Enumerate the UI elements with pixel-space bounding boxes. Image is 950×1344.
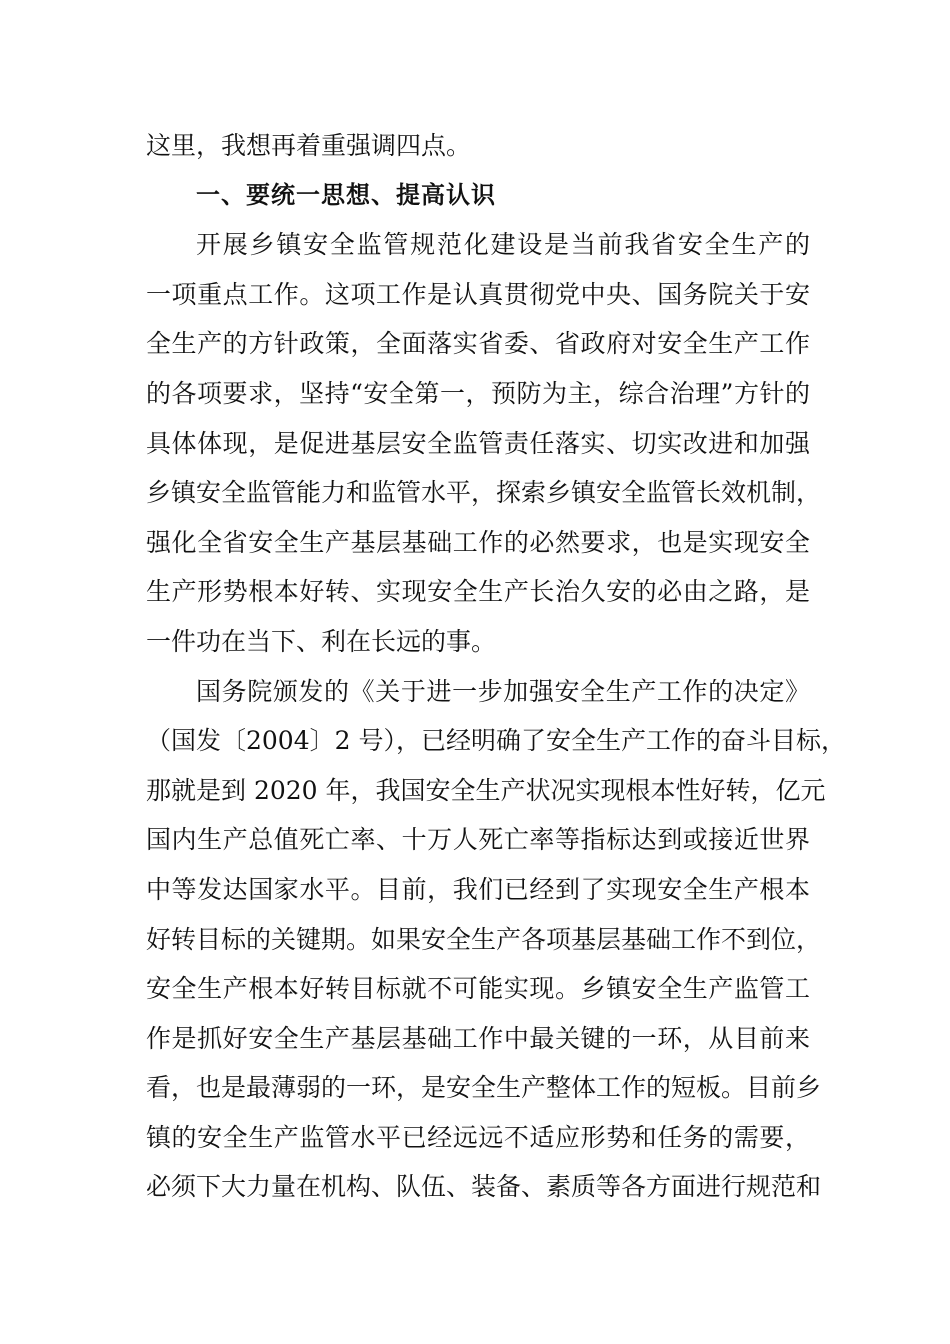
paragraph-line: 镇的安全生产监管水平已经远远不适应形势和任务的需要， bbox=[146, 1122, 810, 1152]
paragraph-line: 国内生产总值死亡率、十万人死亡率等指标达到或接近世界 bbox=[146, 825, 810, 855]
paragraph-line: 作是抓好安全生产基层基础工作中最关键的一环，从目前来 bbox=[146, 1023, 810, 1053]
intro-line: 这里，我想再着重强调四点。 bbox=[146, 131, 472, 160]
document-body bbox=[146, 121, 846, 1212]
paragraph-line: 乡镇安全监管能力和监管水平，探索乡镇安全监管长效机制， bbox=[146, 478, 822, 508]
paragraph-line: 好转目标的关键期。如果安全生产各项基层基础工作不到位， bbox=[146, 924, 822, 954]
section-heading: 一、要统一思想、提高认识 bbox=[196, 180, 496, 209]
paragraph-1 bbox=[146, 220, 822, 666]
paragraph-2 bbox=[146, 667, 846, 1213]
paragraph-line: 国务院颁发的《关于进一步加强安全生产工作的决定》 bbox=[196, 676, 810, 706]
paragraph-line: 必须下大力量在机构、队伍、装备、素质等各方面进行规范和 bbox=[146, 1172, 822, 1202]
paragraph-line: 一项重点工作。这项工作是认真贯彻党中央、国务院关于安 bbox=[146, 279, 810, 309]
paragraph-line: 中等发达国家水平。目前，我们已经到了实现安全生产根本 bbox=[146, 874, 810, 904]
paragraph-line: 强化全省安全生产基层基础工作的必然要求，也是实现安全 bbox=[146, 527, 810, 557]
paragraph-line: 的各项要求，坚持“安全第一，预防为主，综合治理”方针的 bbox=[146, 378, 810, 408]
paragraph-line: 生产形势根本好转、实现安全生产长治久安的必由之路，是 bbox=[146, 577, 810, 607]
paragraph-line: （国发〔2004〕2 号），已经明确了安全生产工作的奋斗目标， bbox=[146, 726, 846, 756]
paragraph-line-last: 一件功在当下、利在长远的事。 bbox=[146, 626, 497, 656]
paragraph-line: 具体体现，是促进基层安全监管责任落实、切实改进和加强 bbox=[146, 428, 810, 458]
paragraph-line: 开展乡镇安全监管规范化建设是当前我省安全生产的 bbox=[196, 230, 810, 260]
paragraph-line: 看，也是最薄弱的一环，是安全生产整体工作的短板。目前乡 bbox=[146, 1073, 822, 1103]
paragraph-line: 全生产的方针政策，全面落实省委、省政府对安全生产工作 bbox=[146, 329, 810, 359]
paragraph-line: 安全生产根本好转目标就不可能实现。乡镇安全生产监管工 bbox=[146, 974, 810, 1004]
paragraph-line: 那就是到 2020 年，我国安全生产状况实现根本性好转，亿元 bbox=[146, 775, 826, 805]
